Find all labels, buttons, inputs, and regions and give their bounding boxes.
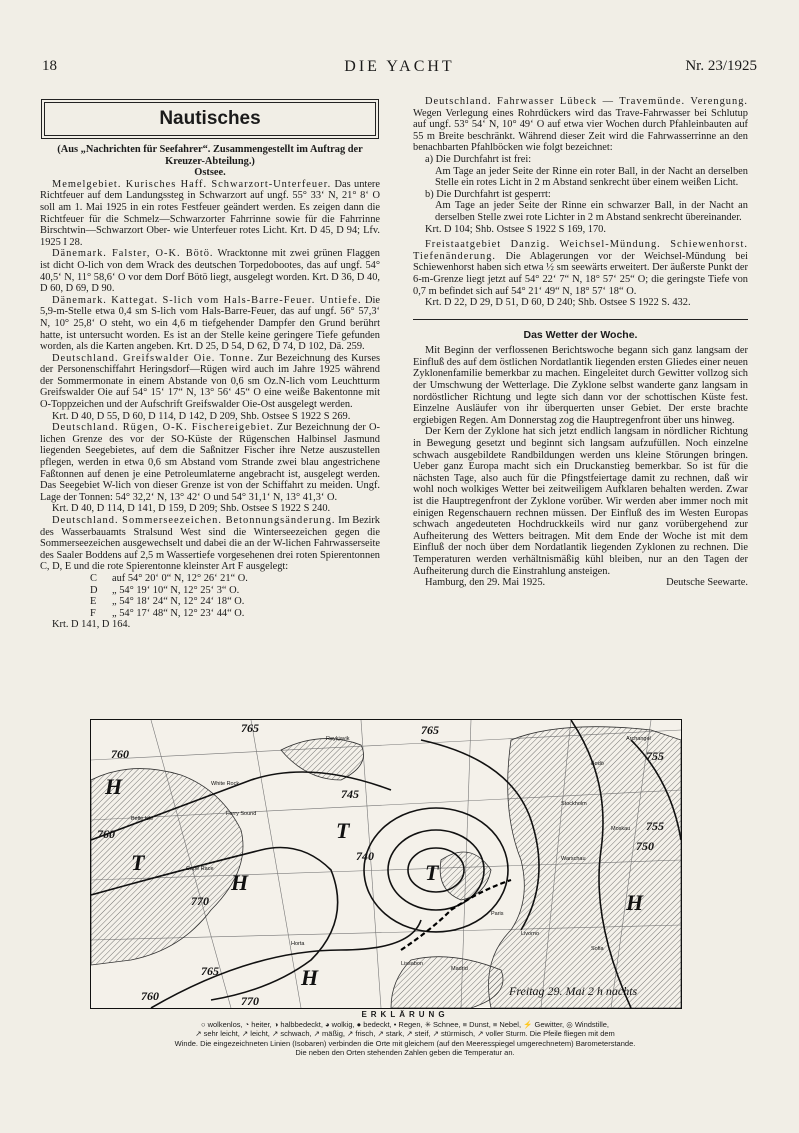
weather-signature: [413, 577, 748, 589]
place-name: Horta: [291, 941, 305, 947]
isobar-label: 755: [646, 819, 664, 833]
region-heading: Ostsee.: [194, 167, 226, 179]
place-name: Reykjavik: [326, 736, 350, 742]
passage-closed-heading: b) Die Durchfahrt ist gesperrt:: [425, 188, 551, 200]
legend-line: Winde. Die eingezeichneten Linien (Isobaren) verbinden die Orte mit gleichem (auf den Meeresspiegel umgerechnetem) Barometerstande.: [174, 1038, 636, 1048]
legend-line: ↗ sehr leicht, ↗ leicht, ↗ schwach, ↗ mäßig, ↗ frisch, ↗ stark, ↗ steif, ↗ stürmisch, ↗ voller Sturm. Die Pfeile fliegen mit dem: [195, 1029, 615, 1038]
weather-paragraph-2: Der Kern der Zyklone hat sich jetzt endlich langsam in nördlicher Richtung in Bewegung gesetzt und beginnt sich langsam aufzufüllen. Noch einzelne schwach ausgebildete Randbildungen werden uns kleine Störungen bringen. Ueber ganz Europa macht sich ein Druckanstieg bemerkbar. So ist für die nächsten Tage, also auch für die Pfingstfeiertage damit zu rechnen, daß wir wohl noch wolkiges Wetter bei zeitweiligem Aufklaren behalten werden. Zwar ist die Hauptregenfront der Zyklone vorüber. Wir werden aber immer noch mit einigen Regenschauern rechnen müssen. Der Einfluß des im Westen Europas schwach angedeuteten Hochdruckkeils wird nur ganz vorübergehend zur Aufheiterung des Wetters beitragen. Mit dem Ende der Woche ist mit dem Einfluß der noch über dem Nordatlantik liegenden Zyklonen zu rechnen. Die Temperaturen werden verhältnismäßig kühl bleiben, nur an den Tagen der Aufheiterung durch die Einstrahlung ansteigen.: [413, 426, 748, 577]
source-note: (Aus „Nachrichten für Seefahrer“. Zusammengestellt im Auftrag der Kreuzer-Abteilung.): [57, 144, 363, 167]
pressure-low-symbol: T: [425, 860, 439, 885]
place-name: Madrid: [451, 966, 468, 972]
notice-luebeck-charts: Krt. D 104; Shb. Ostsee S 1922 S 169, 170.: [425, 223, 606, 235]
weather-paragraph-1: Mit Beginn der verflossenen Berichtswoche begann sich ganz langsam der Einfluß des auf dem östlichen Nordatlantik liegenden ersten Gliedes einer neuen Zyklonenfamilie bemerkbar zu machen. Eingeleitet durch Gewitter vollzog sich der Umschwung der Wetterlage. Die Zyklone selbst wanderte ganz langsam in nordöstlicher Richtung und legte sich dann vor der schottischen Küste fest. Einzelne Ausläufer von ihr überquerten unser Gebiet. Der erste brachte ergiebigen Regen. Am Donnerstag zog die Hauptregenfront über uns hinweg.: [413, 345, 748, 426]
map-legend: [120, 1010, 690, 1058]
notice-ruegen: Deutschland. Rügen, O-K. Fischereigebiet. Zur Bezeichnung der O-lichen Grenze des vor der SO-Küste der Rügenschen Halbinsel Jasmund liegenden Seegebietes, auf dem die Saßnitzer Fischer ihre Netze auszustellen pflegen, werden in etwa 0,6 sm Abstand vom Strande zwei blau angestrichene Faßtonnen auf denen je eine Petroleumlaterne angebracht ist, ausgelegt werden. Das Seegebiet W-lich von dieser Grenze ist von der Schiffahrt zu meiden. Ungf. Lage der Tonnen: 54° 32,2‘ N, 13° 42‘ O und 54° 31,1‘ N, 13° 41,3‘ O.: [40, 422, 380, 503]
place-name: Paris: [491, 911, 504, 917]
pressure-high-symbol: H: [626, 890, 644, 915]
place-name: Livorno: [521, 931, 540, 937]
signature-organization: Deutsche Seewarte.: [666, 577, 748, 589]
pressure-high-symbol: H: [231, 870, 249, 895]
isobar-label: 765: [241, 721, 259, 735]
isobar-label: 750: [636, 839, 654, 853]
passage-free-text: Am Tage an jeder Seite der Rinne ein roter Ball, in der Nacht an derselben Stelle ein rotes Licht in 2 m Abstand senkrecht über einem weißen Licht.: [435, 165, 748, 189]
place-name: Cape Race: [186, 866, 214, 872]
signature-place-date: Hamburg, den 29. Mai 1925.: [425, 577, 546, 589]
place-name: Lissabon: [401, 961, 424, 967]
isobar-label: 770: [241, 994, 259, 1008]
notice-sommerseezeichen-charts: Krt. D 141, D 164.: [52, 619, 131, 631]
pressure-high-symbol: H: [301, 965, 319, 990]
pressure-high-symbol: H: [105, 774, 123, 799]
notice-danzig-charts: Krt. D 22, D 29, D 51, D 60, D 240; Shb. Ostsee S 1922 S. 432.: [425, 297, 691, 309]
weather-map: [90, 719, 682, 1009]
buoy-row: C auf 54° 20‘ 0“ N, 12° 26‘ 21“ O.: [90, 572, 248, 584]
pressure-low-symbol: T: [336, 818, 350, 843]
place-name: Archangel: [626, 736, 651, 742]
legend-title: ERKLÄRUNG: [361, 1010, 449, 1019]
notice-sommerseezeichen: Deutschland. Sommerseezeichen. Betonnungsänderung. Im Bezirk des Wasserbauamts Stralsund West sind die Winterseezeichen gegen die Sommerseezeichen ausgewechselt und dabei die an der W-lichen Fahrwasserseite des Saaler Boddens auf 2,5 m Wassertiefe vorgesehenen drei roten Spierentonnen C, D, E und die rote Spierentonne kleinster Art F ausgelegt:: [40, 515, 380, 573]
notice-memelgebiet: Memelgebiet. Kurisches Haff. Schwarzort-Unterfeuer. Das untere Richtfeuer auf dem Landungssteg in Schwarzort auf ungf. 55° 33‘ N, 21° 8‘ O soll am 1. Mai 1925 in ein rotes Festfeuer geändert werden. Es zeigen dann die Richtfeuer für die Schmelz—Schwarzorter Fahrrinne sowie für die Fahrrinne Birschtwin—Schwarzort Ober- wie Unterfeuer rotes Licht. Krt. D 45, D 94; Lfv. 1925 I 28.: [40, 178, 380, 248]
isobar-label: 770: [191, 894, 209, 908]
section-title: Nautisches: [159, 108, 261, 130]
notice-luebeck: Deutschland. Fahrwasser Lübeck — Travemünde. Verengung. Wegen Verlegung eines Rohrdückers wird das Trave-Fahrwasser bei Schlutup auf ungf. 53° 54‘ N, 10° 49‘ O auf etwa vier Wochen durch Pfahleinbauten auf 55 m Breite beschränkt. Während dieser Zeit wird die Fahrwasserrinne an den benachbarten Pfahlböcken wie folgt bezeichnet:: [413, 96, 748, 154]
page-number: 18: [42, 58, 57, 74]
isobar-label: 760: [141, 989, 159, 1003]
notice-kattegat: Dänemark. Kattegat. S-lich vom Hals-Barre-Feuer. Untiefe. Die 5,9-m-Stelle etwa 0,4 sm S-lich vom Hals-Barre-Feuer, das auf ungf. 56° 57,3‘ N, 10° 25,8‘ O steht, wo ein 4,6 m tiefgehender Dampfer den Grund berührt hatte, ist untersucht worden. Es ist an der Stelle keine geringere Tiefe gefunden worden, als die Karten angeben. Krt. D 25, D 54, D 62, D 74, D 102, Dä. 259.: [40, 294, 381, 353]
right-column: [413, 96, 748, 589]
place-name: Ferry Sound: [226, 811, 257, 817]
section-divider: [413, 319, 748, 320]
notice-greifswalder-oie-charts: Krt. D 40, D 55, D 60, D 114, D 142, D 209, Shb. Ostsee S 1922 S 269.: [52, 410, 351, 422]
notice-falster: Dänemark. Falster, O-K. Bötö. Wracktonne mit zwei grünen Flaggen ist dicht O-lich von dem Wrack des deutschen Torpedobootes, das auf ungf. 54° 40,5‘ N, 11° 58,6‘ O vor dem Dorf Bötö liegt, ausgelegt worden. Krt. D 36, D 40, D 60, D 69, D 90.: [40, 248, 380, 295]
isobar-label: 760: [97, 827, 115, 841]
place-name: Moskau: [611, 826, 631, 832]
isobar-label: 740: [356, 849, 374, 863]
magazine-title: DIE YACHT: [344, 58, 455, 75]
buoy-row: E „ 54° 18‘ 24“ N, 12° 24‘ 18“ O.: [90, 596, 245, 608]
isobar-label: 765: [201, 964, 219, 978]
buoy-row: F „ 54° 17‘ 48“ N, 12° 23‘ 44“ O.: [90, 607, 245, 619]
notice-greifswalder-oie: Deutschland. Greifswalder Oie. Tonne. Zur Bezeichnung des Kurses der Personenschiffahrt Heringsdorf—Rügen wird auch im Jahre 1925 während der Sommermonate in einem Abstande von 0,6 sm Oz.N-lich vom Leuchtturm Greifswalder Oie auf 54° 15‘ 17“ N, 13° 56‘ 45“ O eine weiße Bakentonne mit O-Toppzeichen und der Aufschrift Greifswalder Oie-Ost ausgelegt werden.: [40, 352, 380, 411]
place-name: Warschau: [561, 856, 586, 862]
left-column: [40, 98, 380, 631]
buoy-coordinates: [40, 573, 380, 619]
page-header: [42, 58, 757, 80]
issue-number: Nr. 23/1925: [685, 58, 757, 74]
legend-line: Die neben den Orten stehenden Zahlen geben die Temperatur an.: [295, 1048, 515, 1057]
isobar-label: 755: [646, 749, 664, 763]
place-name: Stockholm: [561, 801, 587, 807]
place-name: Bodö: [591, 761, 604, 767]
isobar-label: 765: [421, 723, 439, 737]
weather-map-drawing: [91, 720, 681, 1008]
legend-line: ○ wolkenlos, ◔ heiter, ◑ halbbedeckt, ◕ wolkig, ● bedeckt, • Regen, ✳ Schnee, ≡ Dunst, ≡ Nebel, ⚡ Gewitter, ◎ Windstille,: [200, 1019, 610, 1029]
place-name: Belle Isle: [131, 816, 154, 822]
section-title-box: [44, 102, 376, 136]
place-name: White Rock: [211, 781, 240, 787]
notice-ruegen-charts: Krt. D 40, D 114, D 141, D 159, D 209; Shb. Ostsee S 1922 S 240.: [52, 503, 331, 515]
buoy-row: D „ 54° 19‘ 10“ N, 12° 25‘ 3“ O.: [90, 584, 240, 596]
weather-title: Das Wetter der Woche.: [523, 328, 638, 341]
place-name: Sofia: [591, 946, 604, 952]
isobar-label: 745: [341, 787, 359, 801]
notice-danzig: Freistaatgebiet Danzig. Weichsel-Mündung. Schiewenhorst. Tiefenänderung. Die Ablagerungen vor der Weichsel-Mündung bei Schiewenhorst haben sich etwa ½ sm seewärts erweitert. Der äußerste Punkt der 6-m-Grenze liegt jetzt auf 54° 22‘ 7“ N, 18° 57‘ 25“ O; die geringste Tiefe von 0,7 m befindet sich auf 54° 21‘ 49“ N, 18° 57‘ 18“ O.: [413, 239, 748, 297]
passage-closed-text: Am Tage an jeder Seite der Rinne ein schwarzer Ball, in der Nacht an derselben Stelle zwei rote Lichter in 2 m Abstand senkrecht übereinander.: [435, 200, 748, 223]
land-masses: [91, 727, 681, 1008]
passage-free-heading: a) Die Durchfahrt ist frei:: [425, 153, 532, 165]
map-date-label: Freitag 29. Mai 2 h nachts: [509, 984, 638, 998]
isobar-label: 760: [111, 747, 129, 761]
pressure-low-symbol: T: [131, 850, 145, 875]
